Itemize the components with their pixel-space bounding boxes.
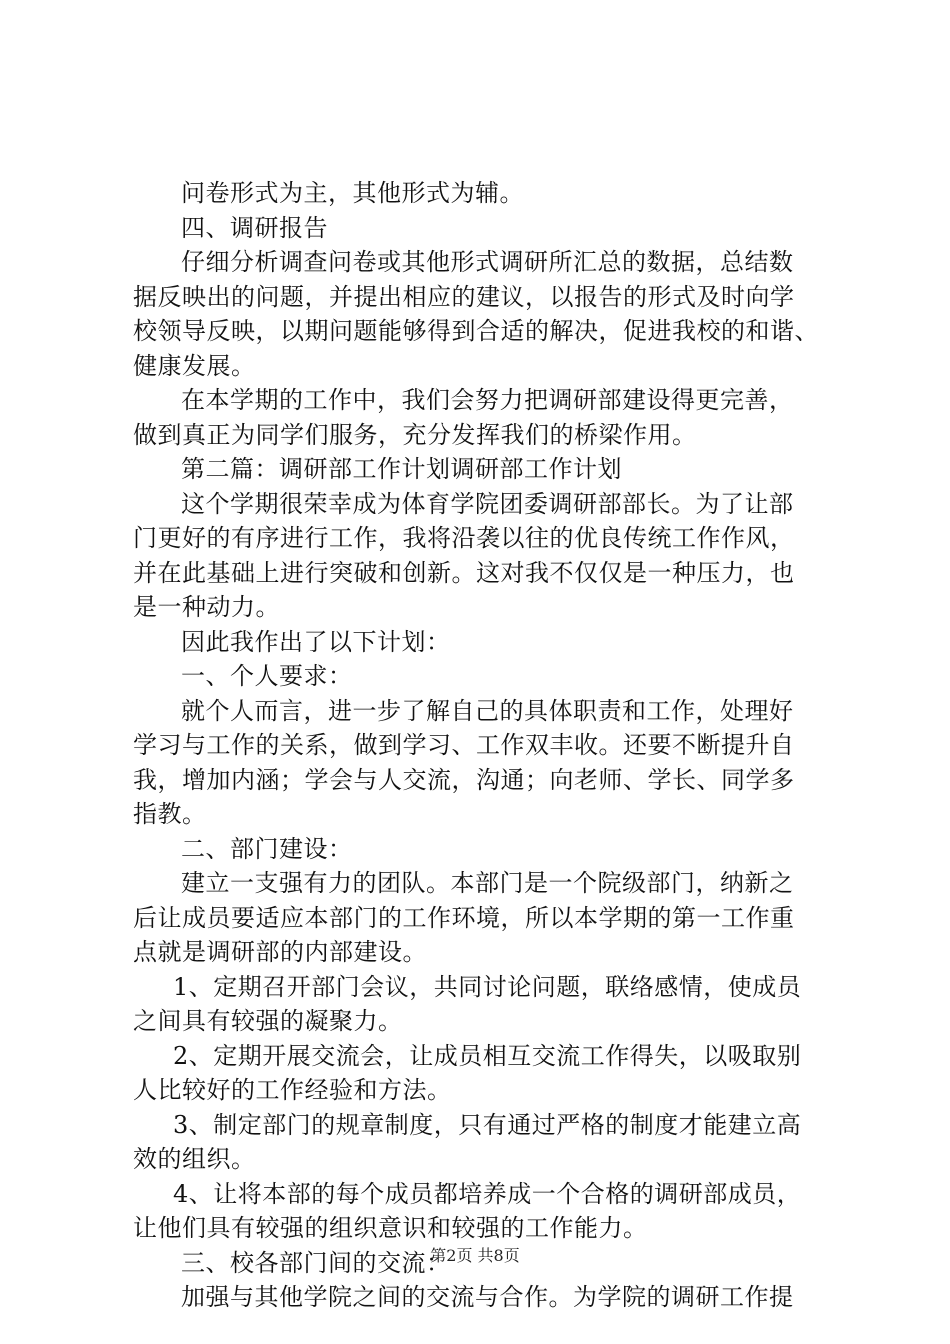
text-line: 一、个人要求： [181, 662, 353, 690]
text-line: 并在此基础上进行突破和创新。这对我不仅仅是一种压力，也 [133, 558, 795, 587]
text-line: 点就是调研部的内部建设。 [133, 938, 427, 966]
text-line: 2、定期开展交流会，让成员相互交流工作得失，以吸取别 [173, 1041, 802, 1070]
text-line: 二、部门建设： [181, 834, 353, 863]
text-line: 健康发展。 [133, 351, 256, 380]
text-line: 在本学期的工作中，我们会努力把调研部建设得更完善， [181, 386, 794, 414]
text-line: 是一种动力。 [133, 593, 280, 621]
text-line: 指教。 [133, 800, 207, 828]
text-line: 三、校各部门间的交流： [181, 1248, 451, 1277]
text-line: 因此我作出了以下计划： [181, 627, 451, 656]
text-line: 门更好的有序进行工作，我将沿袭以往的优良传统工作作风， [133, 524, 795, 552]
text-line: 据反映出的问题，并提出相应的建议，以报告的形式及时向学 [133, 282, 795, 311]
text-line: 效的组织。 [133, 1145, 256, 1173]
text-line: 人比较好的工作经验和方法。 [133, 1076, 452, 1104]
page-number-footer: 第2页 共8页 [430, 1246, 520, 1265]
text-line: 就个人而言，进一步了解自己的具体职责和工作，处理好 [181, 696, 794, 725]
text-line: 问卷形式为主，其他形式为辅。 [181, 179, 524, 207]
text-line: 建立一支强有力的团队。本部门是一个院级部门，纳新之 [181, 869, 794, 897]
text-line: 后让成员要适应本部门的工作环境，所以本学期的第一工作重 [133, 903, 795, 932]
text-line: 四、调研报告 [181, 213, 328, 242]
text-line: 做到真正为同学们服务，充分发挥我们的桥梁作用。 [133, 420, 697, 449]
text-line: 加强与其他学院之间的交流与合作。为学院的调研工作提 [181, 1283, 794, 1311]
text-line: 这个学期很荣幸成为体育学院团委调研部部长。为了让部 [181, 489, 794, 518]
text-line: 我，增加内涵；学会与人交流，沟通；向老师、学长、同学多 [133, 765, 795, 794]
text-line: 之间具有较强的凝聚力。 [133, 1007, 403, 1035]
text-line: 3、制定部门的规章制度，只有通过严格的制度才能建立高 [173, 1110, 802, 1139]
text-line: 4、让将本部的每个成员都培养成一个合格的调研部成员， [173, 1179, 802, 1208]
text-line: 让他们具有较强的组织意识和较强的工作能力。 [133, 1214, 648, 1242]
text-line: 第二篇：调研部工作计划调研部工作计划 [181, 455, 622, 483]
text-line: 1、定期召开部门会议，共同讨论问题，联络感情，使成员 [173, 972, 802, 1001]
text-line: 仔细分析调查问卷或其他形式调研所汇总的数据，总结数 [181, 248, 794, 276]
text-line: 学习与工作的关系，做到学习、工作双丰收。还要不断提升自 [133, 731, 795, 759]
text-line: 校领导反映，以期问题能够得到合适的解决，促进我校的和谐、 [133, 317, 819, 345]
document-body [133, 176, 833, 1315]
